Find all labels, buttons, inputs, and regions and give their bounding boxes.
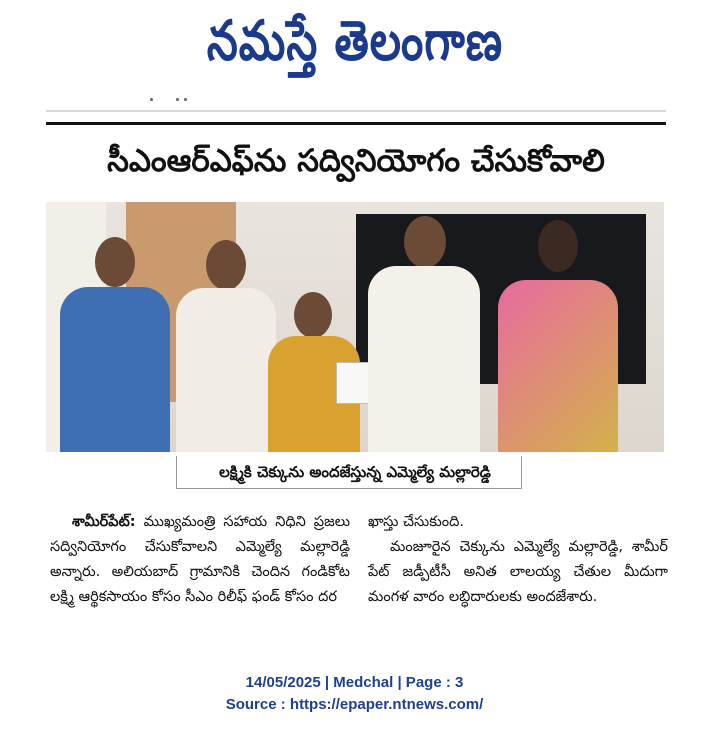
article-photo (46, 202, 664, 452)
article-body-left: ముఖ్యమంత్రి సహాయ నిధిని ప్రజలు సద్వినియోగం చేసుకోవాలని ఎమ్మెల్యే మల్లారెడ్డి అన్నారు. అలియబాద్ గ్రామానికి చెందిన గండికోట లక్ష్మి ఆర్థికసాయం కోసం సీఎం రిలీఫ్ ఫండ్ కోసం దర (50, 514, 350, 605)
article-column-right (368, 510, 668, 610)
footer-source: Source : https://epaper.ntnews.com/ (225, 696, 484, 713)
article-dateline: శామీర్‌పేట్: (72, 514, 136, 530)
article-headline: సీఎంఆర్‌ఎఫ్‌ను సద్వినియోగం చేసుకోవాలి (107, 143, 605, 179)
page-footer (0, 672, 709, 716)
masthead-divider (46, 110, 666, 112)
article-body-right-para2: మంజూరైన చెక్కును ఎమ్మెల్యే మల్లారెడ్డి, శామీర్ పేట్ జడ్పీటీసీ అనిత లాలయ్య చేతుల మీదుగా మంగళ వారం లబ్ధిదారులకు అందజేశారు. (368, 539, 668, 605)
photo-caption: లక్ష్మికి చెక్కును అందజేస్తున్న ఎమ్మెల్యే మల్లారెడ్డి (219, 463, 491, 481)
article-column-left (50, 510, 350, 610)
masthead-title: నమస్తే తెలంగాణ (206, 9, 504, 74)
footer-date-edition: 14/05/2025 | Medchal | Page : 3 (245, 674, 464, 691)
masthead-dots (150, 96, 210, 102)
headline-divider (46, 122, 666, 125)
article-body-right-para1: ఖాస్తు చేసుకుంది. (368, 514, 464, 530)
